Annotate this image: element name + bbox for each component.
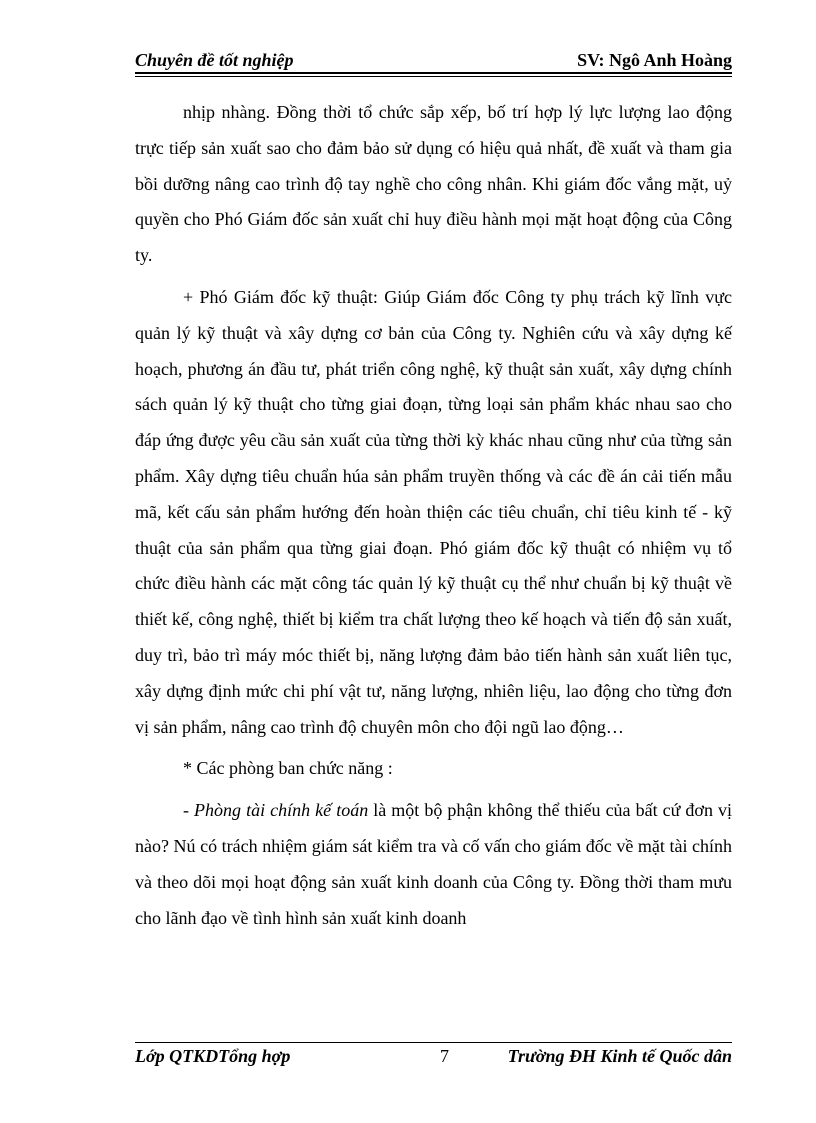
page-header (135, 48, 732, 74)
paragraph-2: + Phó Giám đốc kỹ thuật: Giúp Giám đốc Công ty phụ trách kỹ lĩnh vực quản lý kỹ thuật và xây dựng cơ bản của Công ty. Nghiên cứu và xây dựng kế hoạch, phương án đầu tư, phát triển công nghệ, kỹ thuật sản xuất, xây dựng chính sách quản lý kỹ thuật cho từng giai đoạn, từng loại sản phẩm khác nhau sao cho đáp ứng được yêu cầu sản xuất của từng thời kỳ khác nhau cũng như của từng sản phẩm. Xây dựng tiêu chuẩn húa sản phẩm truyền thống và các đề án cải tiến mẫu mã, kết cấu sản phẩm hướng đến hoàn thiện các tiêu chuẩn, chỉ tiêu kinh tế - kỹ thuật của sản phẩm qua từng giai đoạn. Phó giám đốc kỹ thuật có nhiệm vụ tổ chức điều hành các mặt công tác quản lý kỹ thuật cụ thể như chuẩn bị kỹ thuật về thiết kế, công nghệ, thiết bị kiểm tra chất lượng theo kế hoạch và tiến độ sản xuất, duy trì, bảo trì máy móc thiết bị, năng lượng đảm bảo tiến hành sản xuất liên tục, xây dựng định mức chi phí vật tư, năng lượng, nhiên liệu, lao động cho từng đơn vị sản phẩm, nâng cao trình độ chuyên môn cho đội ngũ lao động… (135, 286, 732, 737)
dash-prefix: - (183, 800, 195, 821)
page-body (135, 95, 732, 942)
header-title: Chuyên đề tốt nghiệp (135, 50, 294, 70)
footer-class: Lớp QTKDTổng hợp (135, 1046, 291, 1066)
department-name: Phòng tài chính kế toán (194, 800, 369, 821)
section-heading: * Các phòng ban chức năng : (183, 758, 393, 779)
footer-divider (135, 1042, 732, 1043)
page-number: 7 (440, 1046, 449, 1066)
header-student: SV: Ngô Anh Hoàng (577, 50, 732, 70)
paragraph-1: nhịp nhàng. Đồng thời tổ chức sắp xếp, bố trí hợp lý lực lượng lao động trực tiếp sản xuất sao cho đảm bảo sử dụng có hiệu quả nhất, đề xuất và tham gia bồi dưỡng nâng cao trình độ tay nghề cho công nhân. Khi giám đốc vắng mặt, uỷ quyền cho Phó Giám đốc sản xuất chỉ huy điều hành mọi mặt hoạt động của Công ty. (135, 102, 732, 266)
paragraph-4 (135, 793, 732, 936)
page-footer (135, 1046, 732, 1070)
header-divider (135, 76, 732, 77)
footer-university: Trường ĐH Kinh tế Quốc dân (507, 1046, 732, 1066)
paragraph-4-text: là một bộ phận không thể thiếu của bất cứ đơn vị nào? Nú có trách nhiệm giám sát kiểm tra và cố vấn cho giám đốc về mặt tài chính và theo dõi mọi hoạt động sản xuất kinh doanh của Công ty. Đồng thời tham mưu cho lãnh đạo về tình hình sản xuất kinh doanh (135, 800, 732, 928)
